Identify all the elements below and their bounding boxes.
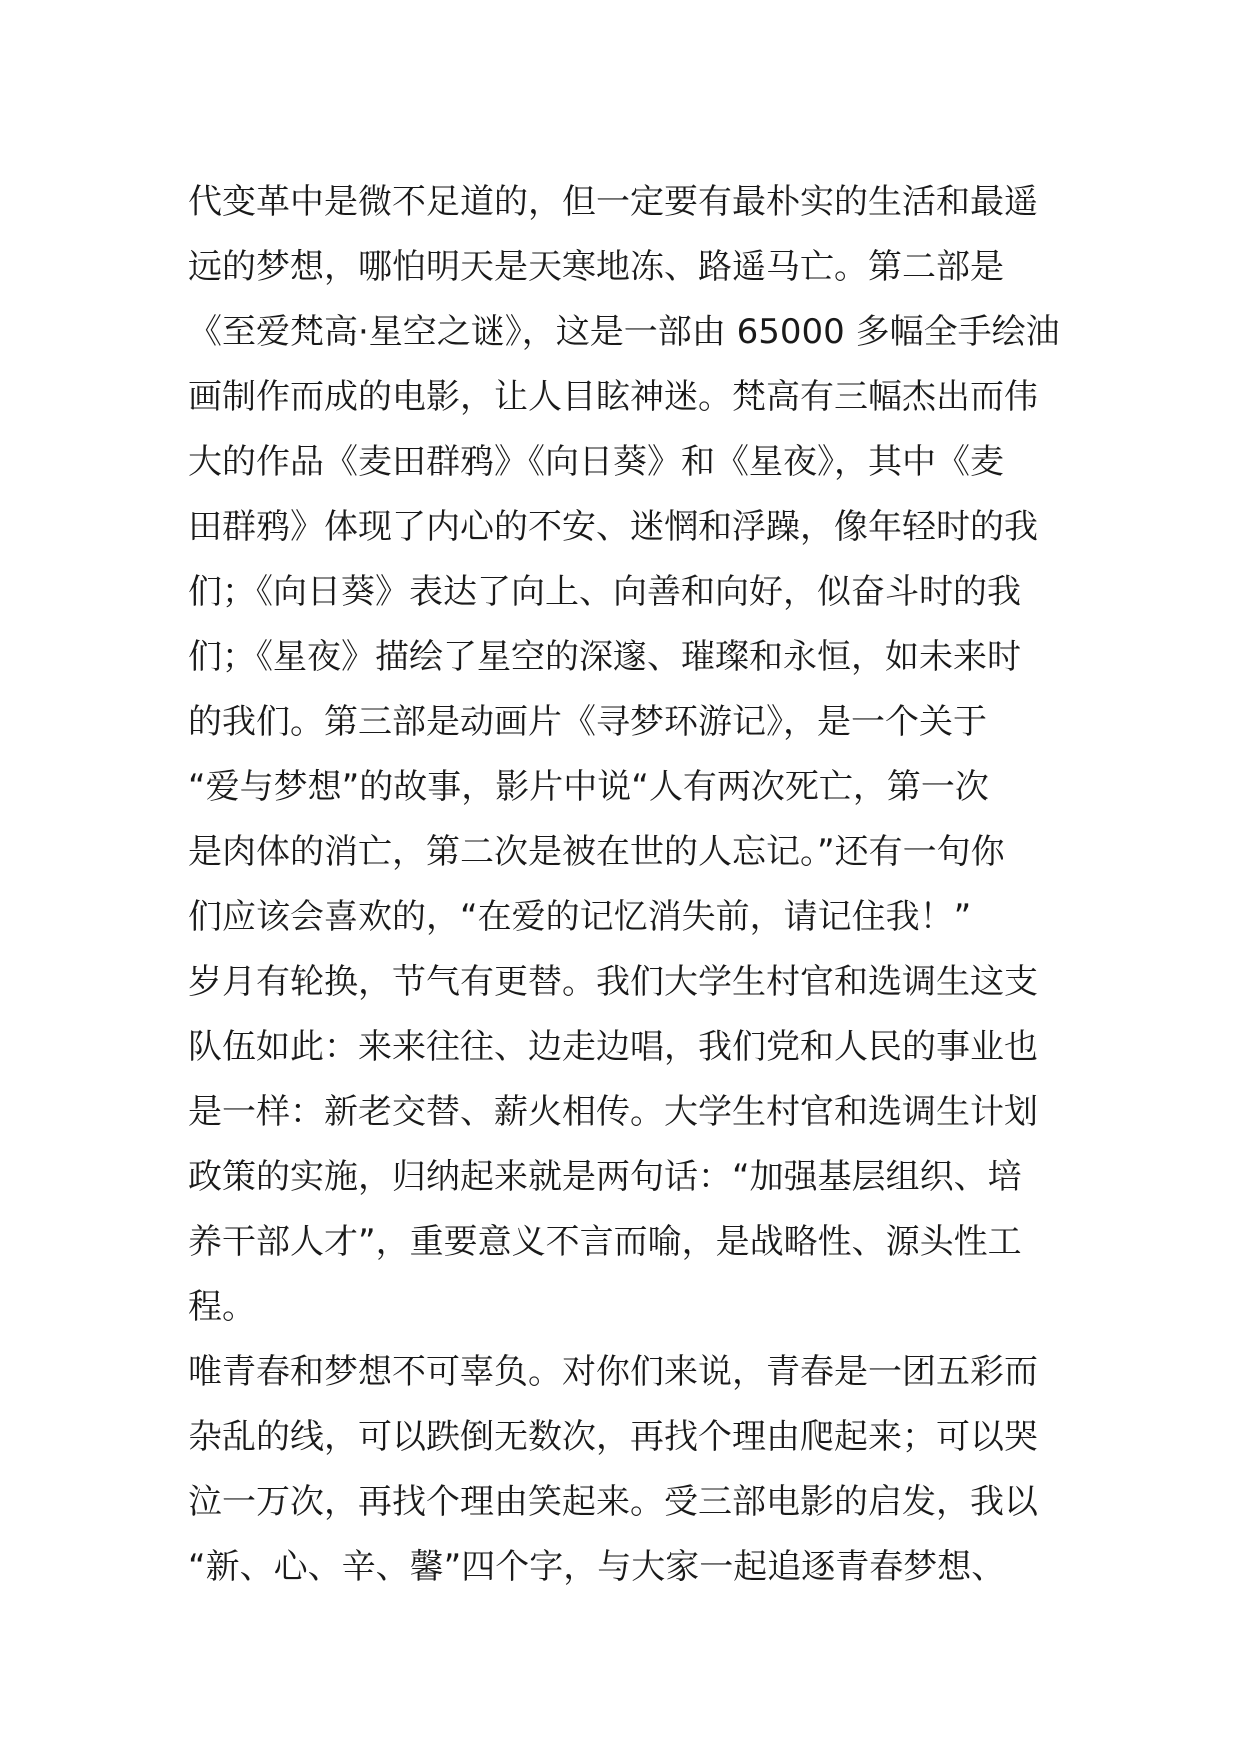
text-line: 唯青春和梦想不可辜负。对你们来说，青春是一团五彩而 bbox=[188, 1352, 1038, 1392]
text-line: “爱与梦想”的故事，影片中说“人有两次死亡，第一次 bbox=[188, 767, 989, 807]
text-line: 程。 bbox=[188, 1287, 256, 1327]
text-line: 的我们。第三部是动画片《寻梦环游记》，是一个关于 bbox=[188, 702, 987, 742]
text-line: 《至爱梵高·星空之谜》，这是一部由 65000 多幅全手绘油 bbox=[188, 312, 1060, 352]
document-page bbox=[188, 170, 1068, 1600]
text-line: 远的梦想，哪怕明天是天寒地冻、路遥马亡。第二部是 bbox=[188, 247, 1004, 287]
text-line: 画制作而成的电影，让人目眩神迷。梵高有三幅杰出而伟 bbox=[188, 377, 1038, 417]
text-line: 们应该会喜欢的，“在爱的记忆消失前，请记住我！” bbox=[188, 897, 972, 937]
text-line: 大的作品《麦田群鸦》《向日葵》和《星夜》，其中《麦 bbox=[188, 442, 1004, 482]
text-line: 队伍如此：来来往往、边走边唱，我们党和人民的事业也 bbox=[188, 1027, 1038, 1067]
text-line: 泣一万次，再找个理由笑起来。受三部电影的启发，我以 bbox=[188, 1482, 1038, 1522]
text-line: 代变革中是微不足道的，但一定要有最朴实的生活和最遥 bbox=[188, 182, 1038, 222]
text-line: 田群鸦》体现了内心的不安、迷惘和浮躁，像年轻时的我 bbox=[188, 507, 1038, 547]
text-line: 养干部人才”，重要意义不言而喻，是战略性、源头性工 bbox=[188, 1222, 1022, 1262]
text-line: 是肉体的消亡，第二次是被在世的人忘记。”还有一句你 bbox=[188, 832, 1005, 872]
text-line: 岁月有轮换，节气有更替。我们大学生村官和选调生这支 bbox=[188, 962, 1038, 1002]
text-line: 们；《星夜》描绘了星空的深邃、璀璨和永恒，如未来时 bbox=[188, 637, 1021, 677]
text-line: “新、心、辛、馨”四个字，与大家一起追逐青春梦想、 bbox=[188, 1547, 1006, 1587]
text-line: 们；《向日葵》表达了向上、向善和向好，似奋斗时的我 bbox=[188, 572, 1021, 612]
text-line: 杂乱的线，可以跌倒无数次，再找个理由爬起来；可以哭 bbox=[188, 1417, 1038, 1457]
text-line: 政策的实施，归纳起来就是两句话：“加强基层组织、培 bbox=[188, 1157, 1022, 1197]
text-line: 是一样：新老交替、薪火相传。大学生村官和选调生计划 bbox=[188, 1092, 1038, 1132]
